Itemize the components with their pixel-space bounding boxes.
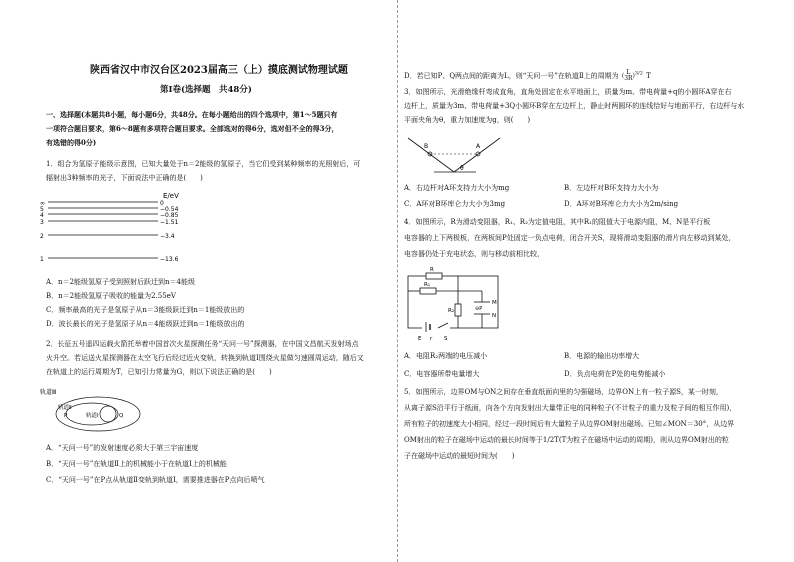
level-n: 2 <box>40 233 44 240</box>
q1-stem: 辐射出3种频率的光子，下面说法中正确的是( ) <box>46 174 203 182</box>
q1-stem: 1．组合为氢原子能级示意图，已知大量处于n＝2能级的氢原子，当它们受到某种频率的光照射后，可 <box>46 160 361 168</box>
q2-option-d <box>404 70 651 82</box>
q2-stem: 2．长征五号遥四运载火箭托举着中国首次火星探测任务“天问一号”探测器，在中国文昌航天发射场点 <box>46 340 359 348</box>
axis-label: E/eV <box>163 192 179 200</box>
circuit-label: R₁ <box>424 282 431 288</box>
level-n: 3 <box>40 219 44 226</box>
orbit-label: 轨道Ⅲ <box>40 389 57 396</box>
circuit-label: r <box>430 336 433 342</box>
circuit-label: N <box>492 313 497 319</box>
level-e: −0.54 <box>160 206 179 213</box>
fraction-power: ( L 3R)$^{3/2}$ <box>621 69 643 82</box>
q4-option: A．电阻R₂两端的电压减小 <box>404 352 488 360</box>
orbit-label: 轨道Ⅰ <box>86 413 99 419</box>
q3-option: B．左边杆对B环支持力大小为 <box>564 184 659 192</box>
level-n: ∞ <box>40 200 45 207</box>
q2-option: A．“天问一号”的发射速度必须大于第三宇宙速度 <box>46 444 199 452</box>
q5-stem: 子在磁场中运动的最短时间为( ) <box>404 452 515 460</box>
orbit-label: P <box>64 413 68 419</box>
level-e: 0 <box>160 200 164 207</box>
rod-label: A <box>476 143 481 150</box>
right-column <box>404 0 756 562</box>
q2-option-d-tail: T <box>646 72 651 80</box>
orbit-diagram <box>40 386 150 436</box>
orbit-label: Q <box>119 413 124 419</box>
rod-label: θ <box>460 165 464 172</box>
q3-stem: 边杆上，质量为3m、带电荷量+3Q小圆环B穿在左边杆上，静止时两圆环的连线恰好与地面平行，右边杆与水 <box>404 102 745 110</box>
circuit-label: M <box>492 300 497 306</box>
orbit-label: 轨道Ⅱ <box>58 405 72 411</box>
column-divider <box>397 0 398 562</box>
q4-stem: 4．如图所示，R为滑动变阻器，R₁、R₂为定值电阻，其中R₁的阻值大于电源内阻，M、N是平行板 <box>404 218 711 226</box>
circuit-diagram <box>404 266 524 342</box>
level-n: 1 <box>40 256 44 263</box>
part-heading: 第Ⅰ卷(选择题 共48分) <box>160 85 252 95</box>
q3-option: C．A环对B环库仑力大小为3mg <box>404 200 506 208</box>
circuit-label: S <box>444 336 448 342</box>
level-n: 5 <box>40 206 44 213</box>
q4-option: B．电源的输出功率增大 <box>564 352 640 360</box>
q3-stem: 3．如图所示，光滑绝缘杆弯成直角，直角处固定在水平地面上，质量为m、带电荷量+q的小圆环A穿在右 <box>404 88 732 96</box>
q1-option: B．n＝2能级氢原子吸收的能量为2.55eV <box>46 292 176 300</box>
section-instruction: 一项符合题目要求，第6～8题有多项符合题目要求。全部选对的得6分，选对但不全的得3分， <box>46 124 339 133</box>
q2-stem: 在轨道上的运行周期为T，已知引力常量为G，则以下说法正确的是( ) <box>46 368 272 376</box>
q2-option: C．“天问一号”在P点从轨道Ⅱ变轨到轨道Ⅰ，需要推进器在P点向后喷气 <box>46 476 265 484</box>
energy-level-diagram <box>38 188 218 268</box>
q4-option: C．电容器所带电量增大 <box>404 370 480 378</box>
q3-stem: 平面夹角为θ，重力加速度为g，则( ) <box>404 116 531 124</box>
rod-label: B <box>424 143 429 150</box>
q3-option: A．右边杆对A环支持力大小为mg <box>404 184 510 192</box>
section-instruction: 有选错的得0分) <box>46 138 97 147</box>
q5-stem: OM射出的粒子在磁场中运动的最长时间等于1/2T(T为粒子在磁场中运动的周期)，则从边界OM射出的粒 <box>404 436 729 444</box>
q2-stem: 火升空。若运送火星探测器在太空飞行后经过近火变轨，转换到轨道Ⅰ围绕火星做匀速圆周运动，随后又 <box>46 354 364 362</box>
q1-option: D．波长最长的光子是氢原子从n＝4能级跃迁到n＝1能级放出的 <box>46 320 245 328</box>
level-n: 4 <box>40 212 44 219</box>
page-title: 陕西省汉中市汉台区2023届高三（上）摸底测试物理试题 <box>90 65 348 76</box>
q5-stem: 所有粒子的初速度大小相同，经过一段时间后有大量粒子从边界OM射出磁场。已知∠MON＝30°，从边界 <box>404 420 735 428</box>
q2-option-d-text: D．若已知P、Q两点间的距离为L，则“天问一号”在轨道Ⅱ上的周期为 <box>404 72 619 80</box>
q5-stem: 5．如图所示，边界OM与ON之间存在垂直纸面向里的匀强磁场，边界ON上有一粒子源S，某一时刻， <box>404 388 723 396</box>
q1-option: A．n＝2能级氢原子受到照射后跃迁到n＝4能级 <box>46 278 195 286</box>
q5-stem: 从离子源S沿平行于纸面，向各个方向发射出大量带正电的同种粒子(不计粒子的重力及粒子间的相互作用)， <box>404 404 737 412</box>
level-e: −3.4 <box>160 233 175 240</box>
left-column <box>38 0 390 562</box>
rod-diagram <box>404 132 534 176</box>
q3-option: D．A环对B环库仑力大小为2m/sing <box>564 200 679 208</box>
level-e: −0.85 <box>160 212 179 219</box>
circuit-label: E <box>418 336 422 342</box>
circuit-label: ⊖P <box>475 306 483 312</box>
circuit-label: R₂ <box>448 308 455 314</box>
circuit-label: R <box>430 267 434 273</box>
q4-stem: 电容器仍处于充电状态，则与移动前相比较， <box>404 250 544 258</box>
level-e: −13.6 <box>160 256 179 263</box>
q4-option: D．负点电荷在P处的电势能减小 <box>564 370 666 378</box>
section-instruction: 一、选择题(本题共8小题，每小题6分，共48分。在每小题给出的四个选项中，第1～5题只有 <box>46 110 338 119</box>
q4-stem: 电容器的上下两极板，在两板间P处固定一负点电荷，闭合开关S，现将滑动变阻器的滑片向左移动到某处， <box>404 234 736 242</box>
q1-option: C．频率最高的光子是氢原子从n＝3能级跃迁到n＝1能级放出的 <box>46 306 245 314</box>
q2-option: B．“天问一号”在轨道Ⅱ上的机械能小于在轨道Ⅰ上的机械能 <box>46 460 227 468</box>
level-e: −1.51 <box>160 219 179 226</box>
